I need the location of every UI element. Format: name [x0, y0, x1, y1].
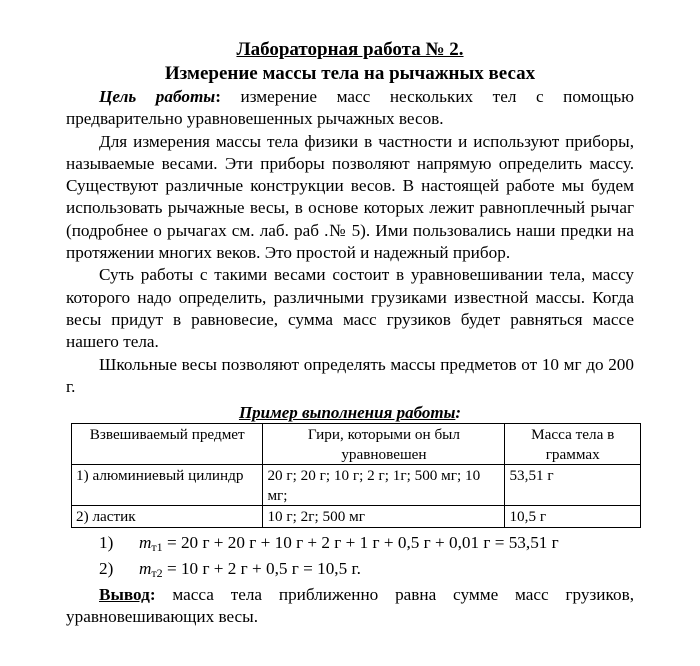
formula-subscript: т1: [151, 539, 163, 554]
formula-expression: = 10 г + 2 г + 0,5 г = 10,5 г.: [162, 558, 361, 578]
formula-number: 2): [99, 558, 114, 578]
conclusion-label: Вывод: [99, 584, 150, 604]
conclusion-paragraph: [66, 584, 634, 629]
formula-expression: = 20 г + 20 г + 10 г + 2 г + 1 г + 0,5 г + 0,01 г = 53,51 г: [162, 532, 559, 552]
paragraph: Для измерения массы тела физики в частности и используют приборы, называемые весами. Эти приборы позволяют напрямую определить массу. Существуют различные конструкции весов. В настоящей работе мы будем использовать рычажные весы, в основе которых лежит равноплечный рычаг (подробнее о рычагах см. лаб. раб .№ 5). Ими пользовались наши предки на протяжении многих веков. Это простой и надежный прибор.: [66, 131, 634, 263]
goal-text: измерение масс нескольких тел с помощью предварительно уравновешенных рычажных весов.: [66, 87, 635, 129]
goal-colon: :: [215, 87, 221, 106]
page-subtitle: Измерение массы тела на рычажных весах: [164, 63, 536, 84]
formula-variable: m: [139, 532, 152, 552]
example-caption: [66, 402, 634, 423]
formula-line: [99, 558, 634, 584]
table-cell: 10,5 г: [505, 506, 641, 528]
table-header-cell: Масса тела в граммах: [505, 424, 641, 465]
conclusion-text: масса тела приближенно равна сумме масс грузиков, уравновешивающих весы.: [66, 584, 634, 626]
table-row: [72, 465, 641, 506]
table-header-cell: Взвешиваемый предмет: [72, 424, 263, 465]
formula-subscript: т2: [151, 565, 163, 580]
table-header-row: [72, 424, 641, 465]
table-row: [72, 506, 641, 528]
table-cell: 1) алюминиевый цилиндр: [72, 465, 263, 506]
formula-number: 1): [99, 532, 114, 552]
paragraph: Школьные весы позволяют определять массы предметов от 10 мг до 200 г.: [66, 354, 634, 396]
formula-variable: m: [139, 558, 152, 578]
table-header-cell: Гири, которыми он был уравновешен: [263, 424, 505, 465]
page-title: Лабораторная работа № 2.: [236, 39, 464, 60]
paragraph: Суть работы с такими весами состоит в уравновешивании тела, массу которого надо определить, различными грузиками известной массы. Когда весы придут в равновесие, сумма масс грузиков будет равняться массе нашего тела.: [66, 265, 634, 352]
goal-paragraph: [66, 86, 634, 131]
goal-label: Цель работы: [99, 87, 216, 106]
table-cell: 2) ластик: [72, 506, 263, 528]
table-cell: 53,51 г: [505, 465, 641, 506]
formula-line: [99, 532, 634, 558]
table-cell: 20 г; 20 г; 10 г; 2 г; 1г; 500 мг; 10 мг;: [263, 465, 505, 506]
document-page: [66, 38, 634, 628]
example-caption-colon: :: [455, 403, 462, 423]
table-cell: 10 г; 2г; 500 мг: [263, 506, 505, 528]
conclusion-colon: :: [149, 584, 156, 604]
example-table: [71, 423, 641, 528]
example-caption-text: Пример выполнения работы: [238, 403, 456, 423]
